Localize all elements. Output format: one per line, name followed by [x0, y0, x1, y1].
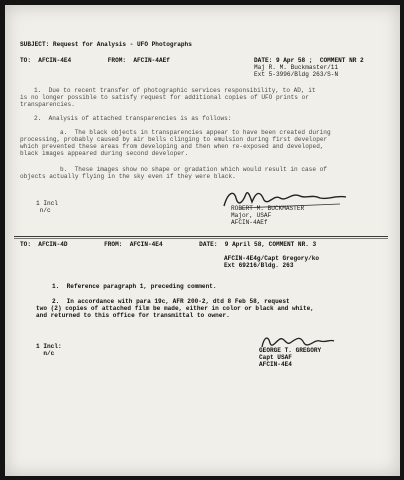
- memo1-para1-line2: is no longer possible to satisfy request for additional copies of UFO prints or: [20, 94, 309, 101]
- memo1-sig-name: ROBERT M. BUCKMASTER: [231, 205, 305, 212]
- memo2-extension: Ext 69216/Bldg. 263: [224, 262, 294, 269]
- memo2-para2-line3: and returned to this office for transmittal to owner.: [36, 312, 230, 319]
- memo1-para1-line1: 1. Due to recent transfer of photographic services responsibility, to AD, it: [34, 87, 316, 94]
- memo2-sig-rank: Capt USAF: [259, 354, 292, 361]
- memo2-para2-line1: 2. In accordance with para 19c, AFR 200-2, dtd 8 Feb 58, request: [52, 298, 290, 305]
- memo1-date-comment: DATE: 9 Apr 58 ; COMMENT NR 2: [254, 57, 364, 64]
- comment-divider-top: [14, 236, 388, 237]
- memo1-para2a-line4: black images appeared during second developer.: [20, 150, 189, 157]
- memo1-para2a-line1: a. The black objects in transparencies appear to have been created during: [60, 129, 331, 136]
- memo1-para2b-line1: b. These images show no shape or gradation which would result in case of: [60, 166, 327, 173]
- memo2-enclosure: 1 Incl: n/c: [36, 343, 62, 358]
- memo2-sig-name: GEORGE T. GREGORY: [259, 347, 322, 354]
- memo2-para1: 1. Reference paragraph 1, preceding comment.: [52, 283, 217, 290]
- memo1-para1-line3: transparencies.: [20, 101, 75, 108]
- memo2-header: TO: AFCIN-4D FROM: AFCIN-4E4 DATE: 9 April 58, COMMENT NR. 3: [20, 241, 317, 248]
- memo2-sig-office: AFCIN-4E4: [259, 361, 292, 368]
- memo1-extension: Ext 5-3996/Bldg 263/S-N: [254, 71, 339, 78]
- memo1-sig-rank: Major, USAF: [231, 212, 272, 219]
- memo1-originator: Maj R. M. Buckmaster/11: [254, 64, 339, 71]
- memo2-para2-line2: two (2) copies of attached film be made, either in color or black and white,: [36, 305, 314, 312]
- comment-divider-bottom: [14, 238, 388, 239]
- memo1-sig-office: AFCIN-4AEf: [231, 219, 268, 226]
- memo1-to-from: TO: AFCIN-4E4 FROM: AFCIN-4AEf: [20, 57, 170, 64]
- memo1-para2a-line3: which prevented these areas from developing and then when re-exposed and developed,: [20, 143, 324, 150]
- memo1-enclosure: 1 Incl n/c: [36, 200, 58, 215]
- memo1-para2b-line2: objects actually flying in the sky even if they were black.: [20, 173, 236, 180]
- memo1-para2a-line2: processing, probably caused by air bells clinging to emulsion during first developer: [20, 136, 328, 143]
- memo2-originator: AFCIN-4E4g/Capt Gregory/ko: [224, 255, 320, 262]
- memo1-para2-heading: 2. Analysis of attached transparencies is as follows:: [34, 115, 232, 122]
- memo1-subject: SUBJECT: Request for Analysis - UFO Photographs: [20, 41, 192, 48]
